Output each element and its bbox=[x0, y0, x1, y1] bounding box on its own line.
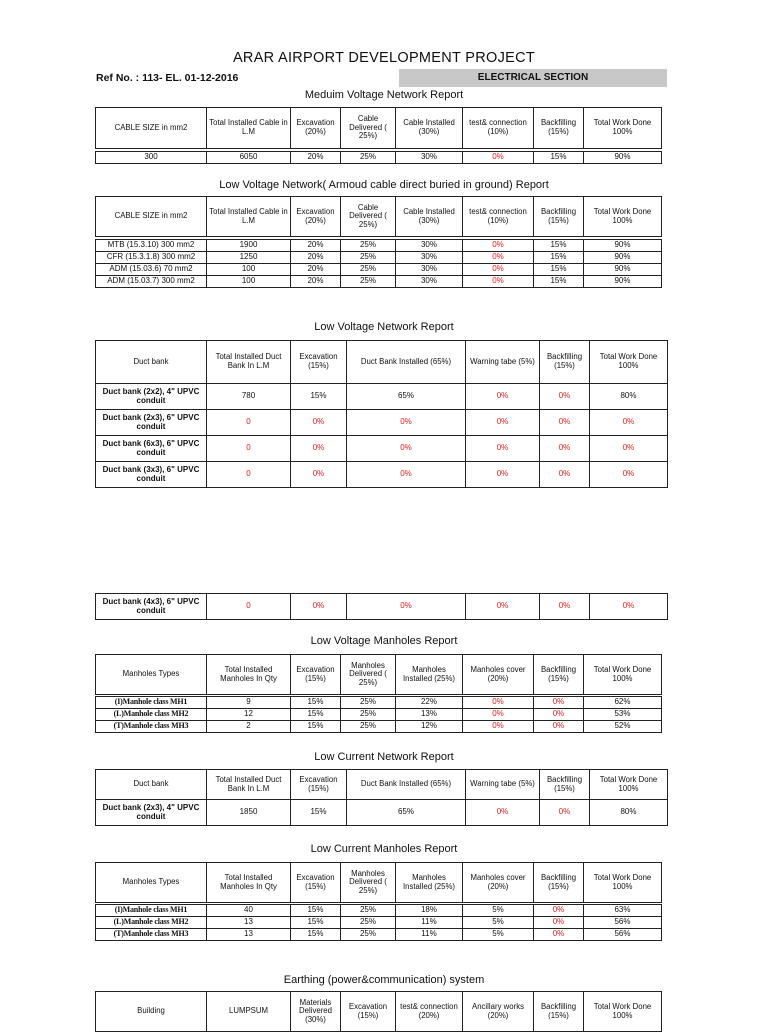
value-cell: 100 bbox=[207, 276, 291, 288]
column-header: Excavation (15%) bbox=[291, 863, 341, 903]
column-header: Manholes Delivered ( 25%) bbox=[341, 655, 396, 695]
value-cell: 25% bbox=[341, 276, 396, 288]
value-cell: 0% bbox=[463, 709, 534, 721]
value-cell: 100 bbox=[207, 264, 291, 276]
header-row bbox=[96, 863, 662, 903]
table-row bbox=[96, 721, 662, 733]
row-label-cell: 300 bbox=[96, 152, 207, 164]
value-cell: 62% bbox=[584, 697, 662, 709]
value-cell: 52% bbox=[584, 721, 662, 733]
value-cell: 6050 bbox=[207, 152, 291, 164]
column-header: Building bbox=[96, 992, 207, 1032]
value-cell: 30% bbox=[396, 240, 463, 252]
column-header: Total Installed Duct Bank In L.M bbox=[207, 770, 291, 800]
row-label-cell: ADM (15.03.6) 70 mm2 bbox=[96, 264, 207, 276]
value-cell: 40 bbox=[207, 905, 291, 917]
header-row bbox=[96, 992, 662, 1032]
value-cell: 0 bbox=[207, 594, 291, 620]
row-label-cell: (L)Manhole class MH2 bbox=[96, 709, 207, 721]
column-header: Manholes Types bbox=[96, 655, 207, 695]
header-row bbox=[96, 108, 662, 149]
value-cell: 25% bbox=[341, 709, 396, 721]
column-header: Cable Installed (30%) bbox=[396, 197, 463, 237]
value-cell: 20% bbox=[291, 264, 341, 276]
value-cell: 5% bbox=[463, 929, 534, 941]
value-cell: 1250 bbox=[207, 252, 291, 264]
value-cell: 53% bbox=[584, 709, 662, 721]
column-header: Manholes Installed (25%) bbox=[396, 863, 463, 903]
column-header: Total Installed Cable in L.M bbox=[207, 197, 291, 237]
value-cell: 0% bbox=[540, 436, 590, 462]
value-cell: 15% bbox=[291, 917, 341, 929]
row-label-cell: (T)Manhole class MH3 bbox=[96, 721, 207, 733]
column-header: Total Installed Manholes In Qty bbox=[207, 863, 291, 903]
column-header: test& connection (10%) bbox=[463, 108, 534, 149]
value-cell: 90% bbox=[584, 276, 662, 288]
value-cell: 15% bbox=[291, 800, 347, 826]
table-row bbox=[96, 152, 662, 164]
column-header: Total Work Done 100% bbox=[584, 655, 662, 695]
value-cell: 0% bbox=[540, 410, 590, 436]
row-label-cell: Duct bank (2x3), 6" UPVC conduit bbox=[96, 410, 207, 436]
value-cell: 5% bbox=[463, 917, 534, 929]
row-label-cell: (I)Manhole class MH1 bbox=[96, 905, 207, 917]
lc-manholes-report-table bbox=[95, 862, 662, 941]
column-header: Backfilling (15%) bbox=[534, 863, 584, 903]
column-header: Warning tabe (5%) bbox=[466, 341, 540, 384]
value-cell: 0% bbox=[590, 436, 668, 462]
table-row bbox=[96, 697, 662, 709]
value-cell: 12% bbox=[396, 721, 463, 733]
value-cell: 30% bbox=[396, 152, 463, 164]
value-cell: 30% bbox=[396, 264, 463, 276]
value-cell: 0% bbox=[540, 594, 590, 620]
value-cell: 12 bbox=[207, 709, 291, 721]
column-header: Excavation (15%) bbox=[291, 341, 347, 384]
column-header: Total Work Done 100% bbox=[590, 770, 668, 800]
value-cell: 15% bbox=[291, 709, 341, 721]
value-cell: 0% bbox=[347, 462, 466, 488]
column-header: Duct Bank Installed (65%) bbox=[347, 770, 466, 800]
value-cell: 15% bbox=[534, 276, 584, 288]
table-row bbox=[96, 276, 662, 288]
table-row bbox=[96, 462, 668, 488]
value-cell: 90% bbox=[584, 152, 662, 164]
column-header: Backfilling (15%) bbox=[540, 341, 590, 384]
value-cell: 13 bbox=[207, 929, 291, 941]
value-cell: 15% bbox=[291, 929, 341, 941]
value-cell: 0% bbox=[534, 905, 584, 917]
value-cell: 0% bbox=[347, 594, 466, 620]
column-header: Total Work Done 100% bbox=[584, 863, 662, 903]
column-header: Total Installed Cable in L.M bbox=[207, 108, 291, 149]
table-row bbox=[96, 594, 668, 620]
value-cell: 18% bbox=[396, 905, 463, 917]
table-row bbox=[96, 709, 662, 721]
value-cell: 2 bbox=[207, 721, 291, 733]
value-cell: 0% bbox=[466, 594, 540, 620]
value-cell: 0% bbox=[291, 462, 347, 488]
table-row bbox=[96, 436, 668, 462]
table-row bbox=[96, 240, 662, 252]
value-cell: 0% bbox=[463, 240, 534, 252]
column-header: Excavation (15%) bbox=[291, 770, 347, 800]
value-cell: 65% bbox=[347, 384, 466, 410]
value-cell: 0% bbox=[540, 384, 590, 410]
row-label-cell: Duct bank (2x3), 4" UPVC conduit bbox=[96, 800, 207, 826]
value-cell: 63% bbox=[584, 905, 662, 917]
value-cell: 15% bbox=[534, 264, 584, 276]
value-cell: 11% bbox=[396, 929, 463, 941]
row-label-cell: CFR (15.3.1.8) 300 mm2 bbox=[96, 252, 207, 264]
document-title: ARAR AIRPORT DEVELOPMENT PROJECT bbox=[232, 50, 536, 66]
table-row bbox=[96, 917, 662, 929]
value-cell: 0% bbox=[466, 800, 540, 826]
column-header: Excavation (20%) bbox=[291, 197, 341, 237]
table-row bbox=[96, 800, 668, 826]
value-cell: 1850 bbox=[207, 800, 291, 826]
value-cell: 0% bbox=[291, 436, 347, 462]
value-cell: 25% bbox=[341, 252, 396, 264]
lv-manholes-report-table bbox=[95, 654, 662, 733]
value-cell: 80% bbox=[590, 800, 668, 826]
value-cell: 30% bbox=[396, 276, 463, 288]
column-header: Cable Delivered ( 25%) bbox=[341, 108, 396, 149]
column-header: Warning tabe (5%) bbox=[466, 770, 540, 800]
column-header: test& connection (20%) bbox=[396, 992, 463, 1032]
row-label-cell: Duct bank (6x3), 6" UPVC conduit bbox=[96, 436, 207, 462]
column-header: Manholes cover (20%) bbox=[463, 655, 534, 695]
value-cell: 0 bbox=[207, 436, 291, 462]
value-cell: 90% bbox=[584, 252, 662, 264]
value-cell: 56% bbox=[584, 929, 662, 941]
value-cell: 5% bbox=[463, 905, 534, 917]
value-cell: 11% bbox=[396, 917, 463, 929]
value-cell: 15% bbox=[291, 697, 341, 709]
value-cell: 90% bbox=[584, 264, 662, 276]
value-cell: 1900 bbox=[207, 240, 291, 252]
value-cell: 13% bbox=[396, 709, 463, 721]
value-cell: 30% bbox=[396, 252, 463, 264]
value-cell: 0 bbox=[207, 410, 291, 436]
table-row bbox=[96, 905, 662, 917]
value-cell: 15% bbox=[534, 240, 584, 252]
value-cell: 0% bbox=[534, 929, 584, 941]
table-row bbox=[96, 264, 662, 276]
value-cell: 25% bbox=[341, 905, 396, 917]
lv-cable-report-table bbox=[95, 196, 662, 288]
column-header: Ancillary works (20%) bbox=[463, 992, 534, 1032]
column-header: Total Installed Duct Bank In L.M bbox=[207, 341, 291, 384]
value-cell: 15% bbox=[291, 905, 341, 917]
header-row bbox=[96, 770, 668, 800]
column-header: Manholes cover (20%) bbox=[463, 863, 534, 903]
table-row bbox=[96, 410, 668, 436]
value-cell: 0% bbox=[540, 462, 590, 488]
value-cell: 0% bbox=[347, 436, 466, 462]
column-header: Total Work Done 100% bbox=[584, 108, 662, 149]
row-label-cell: Duct bank (4x3), 6" UPVC conduit bbox=[96, 594, 207, 620]
reference-number: Ref No. : 113- EL. 01-12-2016 bbox=[96, 72, 239, 84]
column-header: Excavation (20%) bbox=[291, 108, 341, 149]
value-cell: 0% bbox=[590, 410, 668, 436]
value-cell: 20% bbox=[291, 152, 341, 164]
value-cell: 0% bbox=[463, 721, 534, 733]
row-label-cell: (T)Manhole class MH3 bbox=[96, 929, 207, 941]
column-header: Backfilling (15%) bbox=[534, 197, 584, 237]
column-header: Manholes Delivered ( 25%) bbox=[341, 863, 396, 903]
table-row bbox=[96, 929, 662, 941]
value-cell: 0% bbox=[463, 276, 534, 288]
value-cell: 0% bbox=[534, 697, 584, 709]
lv-duct-report-caption: Low Voltage Network Report bbox=[314, 321, 454, 333]
lv-manholes-report-caption: Low Voltage Manholes Report bbox=[310, 635, 458, 647]
value-cell: 0% bbox=[534, 709, 584, 721]
column-header: Backfilling (15%) bbox=[534, 992, 584, 1032]
row-label-cell: Duct bank (3x3), 6" UPVC conduit bbox=[96, 462, 207, 488]
value-cell: 0% bbox=[291, 410, 347, 436]
value-cell: 56% bbox=[584, 917, 662, 929]
value-cell: 90% bbox=[584, 240, 662, 252]
value-cell: 20% bbox=[291, 252, 341, 264]
mv-report-caption: Meduim Voltage Network Report bbox=[304, 89, 464, 101]
lv-duct-extra-table bbox=[95, 593, 668, 620]
earthing-report-table bbox=[95, 991, 662, 1032]
value-cell: 13 bbox=[207, 917, 291, 929]
value-cell: 0% bbox=[347, 410, 466, 436]
value-cell: 0% bbox=[466, 410, 540, 436]
column-header: test& connection (10%) bbox=[463, 197, 534, 237]
section-label: ELECTRICAL SECTION bbox=[399, 69, 667, 87]
value-cell: 0% bbox=[463, 264, 534, 276]
value-cell: 0% bbox=[534, 917, 584, 929]
value-cell: 25% bbox=[341, 917, 396, 929]
column-header: Excavation (15%) bbox=[341, 992, 396, 1032]
header-row bbox=[96, 341, 668, 384]
value-cell: 9 bbox=[207, 697, 291, 709]
value-cell: 20% bbox=[291, 276, 341, 288]
table-row bbox=[96, 384, 668, 410]
column-header: Backfilling (15%) bbox=[534, 655, 584, 695]
value-cell: 15% bbox=[291, 721, 341, 733]
column-header: Manholes Types bbox=[96, 863, 207, 903]
column-header: Duct Bank Installed (65%) bbox=[347, 341, 466, 384]
lc-duct-report-caption: Low Current Network Report bbox=[314, 751, 454, 763]
lv-duct-report-table bbox=[95, 340, 668, 488]
value-cell: 0% bbox=[590, 594, 668, 620]
earthing-report-caption: Earthing (power&communication) system bbox=[283, 974, 485, 986]
row-label-cell: MTB (15.3.10) 300 mm2 bbox=[96, 240, 207, 252]
header-row bbox=[96, 197, 662, 237]
value-cell: 0% bbox=[463, 252, 534, 264]
value-cell: 25% bbox=[341, 264, 396, 276]
value-cell: 20% bbox=[291, 240, 341, 252]
value-cell: 65% bbox=[347, 800, 466, 826]
value-cell: 15% bbox=[534, 252, 584, 264]
column-header: Excavation (15%) bbox=[291, 655, 341, 695]
row-label-cell: Duct bank (2x2), 4" UPVC conduit bbox=[96, 384, 207, 410]
column-header: Manholes Installed (25%) bbox=[396, 655, 463, 695]
value-cell: 0% bbox=[463, 697, 534, 709]
value-cell: 780 bbox=[207, 384, 291, 410]
column-header: Total Installed Manholes In Qty bbox=[207, 655, 291, 695]
value-cell: 0 bbox=[207, 462, 291, 488]
header-row bbox=[96, 655, 662, 695]
row-label-cell: (I)Manhole class MH1 bbox=[96, 697, 207, 709]
column-header: Backfilling (15%) bbox=[540, 770, 590, 800]
value-cell: 25% bbox=[341, 152, 396, 164]
column-header: Cable Delivered ( 25%) bbox=[341, 197, 396, 237]
lc-duct-report-table bbox=[95, 769, 668, 826]
value-cell: 0% bbox=[466, 436, 540, 462]
column-header: Total Work Done 100% bbox=[590, 341, 668, 384]
value-cell: 25% bbox=[341, 240, 396, 252]
value-cell: 0% bbox=[534, 721, 584, 733]
value-cell: 15% bbox=[534, 152, 584, 164]
column-header: Duct bank bbox=[96, 770, 207, 800]
column-header: LUMPSUM bbox=[207, 992, 291, 1032]
value-cell: 0% bbox=[466, 384, 540, 410]
column-header: Materials Delivered (30%) bbox=[291, 992, 341, 1032]
value-cell: 25% bbox=[341, 929, 396, 941]
lc-manholes-report-caption: Low Current Manholes Report bbox=[310, 843, 458, 855]
value-cell: 0% bbox=[463, 152, 534, 164]
row-label-cell: ADM (15.03.7) 300 mm2 bbox=[96, 276, 207, 288]
column-header: Total Work Done 100% bbox=[584, 992, 662, 1032]
value-cell: 0% bbox=[291, 594, 347, 620]
value-cell: 25% bbox=[341, 721, 396, 733]
column-header: CABLE SIZE in mm2 bbox=[96, 108, 207, 149]
value-cell: 25% bbox=[341, 697, 396, 709]
column-header: Duct bank bbox=[96, 341, 207, 384]
table-row bbox=[96, 252, 662, 264]
column-header: CABLE SIZE in mm2 bbox=[96, 197, 207, 237]
column-header: Backfilling (15%) bbox=[534, 108, 584, 149]
column-header: Cable Installed (30%) bbox=[396, 108, 463, 149]
value-cell: 15% bbox=[291, 384, 347, 410]
mv-report-table bbox=[95, 107, 662, 164]
value-cell: 80% bbox=[590, 384, 668, 410]
value-cell: 0% bbox=[466, 462, 540, 488]
row-label-cell: (L)Manhole class MH2 bbox=[96, 917, 207, 929]
lv-cable-report-caption: Low Voltage Network( Armoud cable direct buried in ground) Report bbox=[219, 179, 549, 191]
value-cell: 0% bbox=[590, 462, 668, 488]
value-cell: 0% bbox=[540, 800, 590, 826]
value-cell: 22% bbox=[396, 697, 463, 709]
column-header: Total Work Done 100% bbox=[584, 197, 662, 237]
